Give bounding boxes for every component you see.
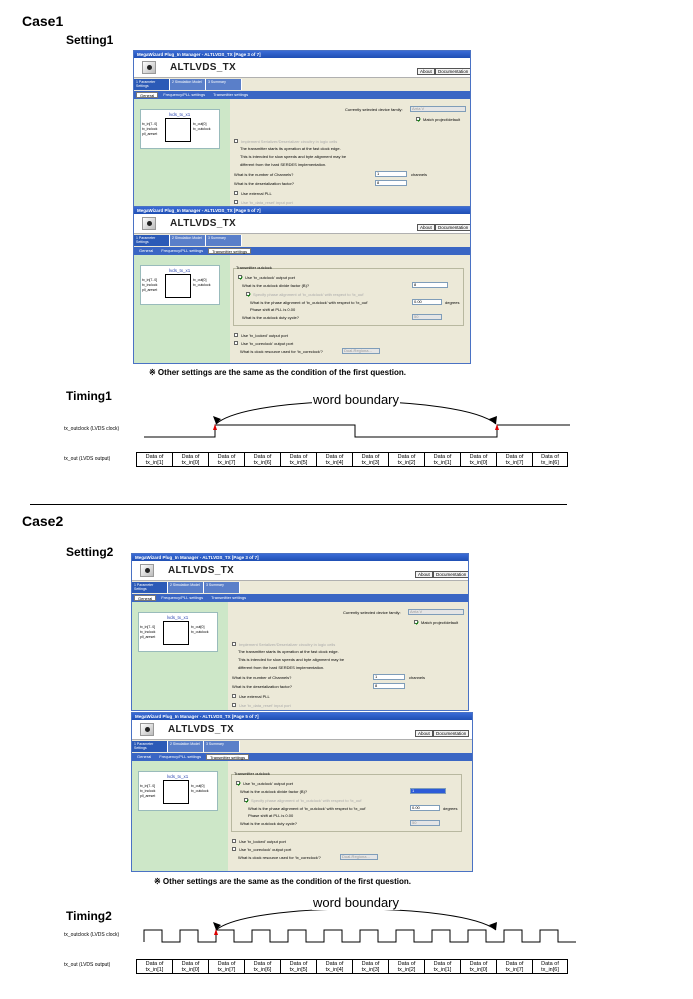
- data-cell-line1: Data of: [181, 454, 200, 460]
- data-reset-label: Use 'tx_data_reset' input port: [239, 703, 291, 708]
- data-cell-line1: Data of: [397, 454, 416, 460]
- port-left: tx_in[7..0]: [142, 278, 158, 282]
- tab-3[interactable]: Transmitter settings: [211, 595, 247, 600]
- data-cell-line1: Data of: [253, 454, 272, 460]
- phase-spec-label: Specify phase alignment of 'tx_outclock' with respect to 'tx_out': [251, 798, 363, 803]
- tab-3[interactable]: Transmitter settings: [213, 92, 249, 97]
- data-cell-line1: Data of: [505, 961, 524, 967]
- implement-checkbox[interactable]: [234, 139, 238, 143]
- case1-heading: Case1: [22, 13, 64, 29]
- match-checkbox[interactable]: [414, 620, 418, 624]
- lvds-block-symbol: [140, 109, 220, 149]
- deser-select[interactable]: 8: [373, 683, 405, 689]
- step-bar: [132, 582, 240, 594]
- block-name: lvds_tx_x1: [169, 112, 191, 117]
- word-boundary-arrow: [216, 909, 496, 930]
- port-left: tx_in[7..0]: [142, 122, 158, 126]
- settings-body: [230, 99, 470, 207]
- step-bar: [134, 235, 242, 247]
- data-cell: [424, 959, 460, 974]
- data-cell-line2: tx_in[0]: [181, 967, 200, 973]
- use-outclock-checkbox[interactable]: [236, 781, 240, 785]
- data-cell-line2: tx_in[6]: [541, 460, 559, 466]
- outclock-label-case1: tx_outclock (LVDS clock): [64, 426, 120, 432]
- tab-1[interactable]: General: [136, 92, 158, 98]
- use-outclock-label: Use 'tx_outclock' output port: [245, 275, 295, 280]
- documentation-button[interactable]: Documentation: [433, 571, 469, 578]
- implement-label: Implement Serializer/Deserializer circuitry in logic cells: [239, 642, 336, 647]
- family-label: Currently selected device family:: [345, 107, 403, 112]
- outclock-waveform-case1: [144, 425, 570, 437]
- settings-body: [228, 602, 468, 710]
- data-cell-line2: tx_in[2]: [397, 460, 416, 466]
- data-cell: [388, 959, 424, 974]
- desc3: different from the hard SERDES implementation.: [238, 665, 325, 670]
- step-3[interactable]: 3 Summary: [204, 741, 240, 752]
- data-cell-line1: Data of: [361, 961, 380, 967]
- ext-pll-checkbox[interactable]: [232, 694, 236, 698]
- family-label: Currently selected device family:: [343, 610, 401, 615]
- lvds-block-symbol: [138, 771, 218, 811]
- data-cell-line1: Data of: [217, 454, 236, 460]
- phase-select[interactable]: 0.00: [412, 299, 442, 305]
- tab-2[interactable]: Frequency/PLL settings: [161, 595, 204, 600]
- documentation-button[interactable]: Documentation: [433, 730, 469, 737]
- use-locked-label: Use 'tx_locked' output port: [239, 839, 286, 844]
- channels-unit: channels: [411, 172, 428, 177]
- desc1: The transmitter starts its operation at the fast clock edge.: [240, 146, 341, 151]
- deser-label: What is the deserialization factor?: [232, 684, 293, 689]
- clock-res-label: What is clock resource used for 'tx_coreclock'?: [238, 855, 321, 860]
- data-cell-line1: Data of: [469, 961, 488, 967]
- case2-heading: Case2: [22, 513, 64, 529]
- divide-label: What is the outclock divide factor (B)?: [242, 283, 310, 288]
- port-right: tx_outclock: [193, 283, 211, 287]
- data-cell: [280, 452, 316, 467]
- use-locked-checkbox[interactable]: [234, 333, 238, 337]
- divide-select[interactable]: 1: [410, 788, 446, 794]
- data-reset-checkbox[interactable]: [234, 200, 238, 204]
- data-cell-line1: Data of: [433, 961, 452, 967]
- step-2[interactable]: 2 Simulation Model: [168, 582, 204, 593]
- port-left: tx_inclock: [140, 789, 156, 793]
- documentation-button[interactable]: Documentation: [435, 224, 471, 231]
- step-1[interactable]: 1 Parameter Settings: [134, 79, 170, 90]
- channels-select[interactable]: 1: [373, 674, 405, 680]
- family-select[interactable]: Arria V: [410, 106, 466, 112]
- desc2: This is intended for slow speeds and byte alignment may be: [240, 154, 347, 159]
- deser-select[interactable]: 8: [375, 180, 407, 186]
- step-2[interactable]: 2 Simulation Model: [170, 235, 206, 246]
- wizard-logo-icon: [140, 723, 154, 736]
- port-left: pll_areset: [140, 635, 156, 639]
- use-locked-checkbox[interactable]: [232, 839, 236, 843]
- title-bar: MegaWizard Plug_In Manager - ALTLVDS_TX [Page 5 of 7]: [132, 713, 472, 720]
- outclock-group-label: Transmitter outclock: [234, 771, 270, 776]
- tab-1[interactable]: General: [139, 248, 154, 253]
- data-cell-line2: tx_in[5]: [289, 460, 308, 466]
- phase-label: What is the phase alignment of 'tx_outclock' with respect to 'tx_out': [248, 806, 367, 811]
- tab-bar: [134, 91, 470, 99]
- data-cell-line2: tx_in[4]: [325, 460, 344, 466]
- block-preview-panel: [132, 602, 228, 710]
- desc3: different from the hard SERDES implementation.: [240, 162, 327, 167]
- outclock-group-label: Transmitter outclock: [236, 265, 272, 270]
- about-button[interactable]: About: [415, 730, 433, 737]
- port-right: tx_outclock: [191, 789, 209, 793]
- data-cell-line1: Data of: [541, 454, 559, 460]
- data-cell-line1: Data of: [217, 961, 236, 967]
- duty-label: What is the outclock duty cycle?: [242, 315, 299, 320]
- clock-trace: [144, 930, 576, 942]
- tab-2[interactable]: Frequency/PLL settings: [161, 248, 204, 253]
- use-outclock-checkbox[interactable]: [238, 275, 242, 279]
- data-cell-line2: tx_in[1]: [145, 967, 164, 973]
- block-name: lvds_tx_x1: [167, 774, 189, 779]
- divider: [30, 504, 567, 505]
- duty-label: What is the outclock duty cycle?: [240, 821, 297, 826]
- data-cell: [352, 959, 388, 974]
- setting1-heading: Setting1: [66, 33, 114, 47]
- about-button[interactable]: About: [417, 68, 435, 75]
- arrowhead-left: [213, 922, 221, 930]
- port-left: pll_areset: [142, 132, 158, 136]
- port-right: tx_out[0]: [193, 122, 207, 126]
- data-reset-label: Use 'tx_data_reset' input port: [241, 200, 293, 205]
- desc2: This is intended for slow speeds and byte alignment may be: [238, 657, 345, 662]
- block-box: [163, 780, 189, 804]
- port-right: tx_out[0]: [193, 278, 207, 282]
- data-cell: [532, 452, 568, 467]
- data-cell: [424, 452, 460, 467]
- data-cell-line1: Data of: [469, 454, 488, 460]
- data-cell-line1: Data of: [361, 454, 380, 460]
- wizard-general-case1: [133, 50, 471, 208]
- data-cell: [280, 959, 316, 974]
- data-cell-line1: Data of: [145, 454, 164, 460]
- step-3[interactable]: 3 Summary: [206, 79, 242, 90]
- lvds-block-symbol: [138, 612, 218, 652]
- phase-select[interactable]: 0.00: [410, 805, 440, 811]
- data-cell-line2: tx_in[6]: [253, 967, 272, 973]
- port-left: tx_in[7..0]: [140, 625, 156, 629]
- title-bar: MegaWizard Plug_In Manager - ALTLVDS_TX [Page 5 of 7]: [134, 207, 470, 214]
- phase-shift-label: Phase shift at PLL is 0.00: [248, 813, 294, 818]
- ext-pll-label: Use external PLL: [239, 694, 270, 699]
- data-cell: [352, 452, 388, 467]
- data-cell-line1: Data of: [325, 454, 344, 460]
- step-2[interactable]: 2 Simulation Model: [168, 741, 204, 752]
- phase-spec-checkbox[interactable]: [244, 798, 248, 802]
- channels-select[interactable]: 1: [375, 171, 407, 177]
- data-cell: [388, 452, 424, 467]
- about-button[interactable]: About: [415, 571, 433, 578]
- outclock-label-case2: tx_outclock (LVDS clock): [64, 932, 120, 938]
- port-right: tx_outclock: [191, 630, 209, 634]
- block-name: lvds_tx_x1: [169, 268, 191, 273]
- channels-unit: channels: [409, 675, 426, 680]
- timing1-heading: Timing1: [66, 389, 112, 403]
- wizard-header: [134, 58, 470, 78]
- product-title: ALTLVDS_TX: [168, 724, 234, 735]
- data-cells-case2: [136, 959, 568, 974]
- block-box: [163, 621, 189, 645]
- desc1: The transmitter starts its operation at the fast clock edge.: [238, 649, 339, 654]
- data-cell-line1: Data of: [145, 961, 164, 967]
- use-coreclock-checkbox[interactable]: [234, 341, 238, 345]
- step-bar: [134, 79, 242, 91]
- documentation-button[interactable]: Documentation: [435, 68, 471, 75]
- out-label-case2: tx_out (LVDS output): [64, 962, 111, 968]
- data-cell: [244, 959, 280, 974]
- data-reset-checkbox[interactable]: [232, 703, 236, 707]
- data-cell-line2: tx_in[6]: [253, 460, 272, 466]
- title-bar: MegaWizard Plug_In Manager - ALTLVDS_TX [Page 3 of 7]: [132, 554, 468, 561]
- use-coreclock-checkbox[interactable]: [232, 847, 236, 851]
- use-coreclock-label: Use 'tx_coreclock' output port: [239, 847, 292, 852]
- use-coreclock-label: Use 'tx_coreclock' output port: [241, 341, 294, 346]
- phase-spec-checkbox[interactable]: [246, 292, 250, 296]
- port-left: tx_inclock: [142, 127, 158, 131]
- tab-3[interactable]: Transmitter settings: [208, 248, 251, 254]
- data-cell: [460, 452, 496, 467]
- data-cell-line2: tx_in[1]: [433, 460, 452, 466]
- data-cell-line1: Data of: [397, 961, 416, 967]
- step-1[interactable]: 1 Parameter Settings: [132, 741, 168, 752]
- data-cell-line2: tx_in[3]: [361, 967, 380, 973]
- deser-label: What is the deserialization factor?: [234, 181, 295, 186]
- phase-unit: degrees: [445, 300, 460, 305]
- data-cell: [136, 452, 172, 467]
- step-bar: [132, 741, 240, 753]
- data-cell-line2: tx_in[1]: [145, 460, 164, 466]
- data-cells-case1: [136, 452, 568, 467]
- data-cell-line2: tx_in[7]: [505, 460, 524, 466]
- product-title: ALTLVDS_TX: [170, 218, 236, 229]
- tab-2[interactable]: Frequency/PLL settings: [159, 754, 202, 759]
- title-bar: MegaWizard Plug_In Manager - ALTLVDS_TX [Page 3 of 7]: [134, 51, 470, 58]
- duty-select[interactable]: 50: [410, 820, 440, 826]
- block-preview-panel: [132, 761, 228, 871]
- data-cell-line2: tx_in[7]: [217, 967, 236, 973]
- data-cell-line1: Data of: [289, 454, 308, 460]
- settings-body: [228, 761, 472, 871]
- data-cell: [136, 959, 172, 974]
- data-cell-line2: tx_in[0]: [181, 460, 200, 466]
- tab-1[interactable]: General: [134, 595, 156, 601]
- data-cell-line2: tx_in[6]: [541, 967, 559, 973]
- wizard-logo-icon: [140, 564, 154, 577]
- step-3[interactable]: 3 Summary: [204, 582, 240, 593]
- implement-checkbox[interactable]: [232, 642, 236, 646]
- duty-select[interactable]: 50: [412, 314, 442, 320]
- wizard-header: [134, 214, 470, 234]
- lvds-block-symbol: [140, 265, 220, 305]
- clock-res-select[interactable]: Dual-Regiona...: [342, 348, 380, 354]
- data-cell-line1: Data of: [325, 961, 344, 967]
- block-box: [165, 118, 191, 142]
- phase-shift-label: Phase shift at PLL is 0.00: [250, 307, 296, 312]
- data-cell: [208, 452, 244, 467]
- data-cell: [532, 959, 568, 974]
- wizard-transmitter-case1: [133, 206, 471, 364]
- outclock-waveform-case2: [144, 930, 576, 942]
- note-case1: ※ Other settings are the same as the condition of the first question.: [149, 368, 406, 377]
- product-title: ALTLVDS_TX: [170, 62, 236, 73]
- setting2-heading: Setting2: [66, 545, 114, 559]
- step-1[interactable]: 1 Parameter Settings: [132, 582, 168, 593]
- arrowhead-left: [213, 416, 221, 424]
- wizard-transmitter-case2: [131, 712, 473, 872]
- block-name: lvds_tx_x1: [167, 615, 189, 620]
- phase-unit: degrees: [443, 806, 458, 811]
- data-cell-line2: tx_in[2]: [397, 967, 416, 973]
- data-cell: [316, 452, 352, 467]
- channels-label: What is the number of Channels?: [234, 172, 294, 177]
- match-checkbox[interactable]: [416, 117, 420, 121]
- channels-label: What is the number of Channels?: [232, 675, 292, 680]
- note-case2: ※ Other settings are the same as the condition of the first question.: [154, 877, 411, 886]
- divide-label: What is the outclock divide factor (B)?: [240, 789, 308, 794]
- port-left: pll_areset: [140, 794, 156, 798]
- data-cell-line1: Data of: [541, 961, 559, 967]
- data-cell-line1: Data of: [433, 454, 452, 460]
- use-outclock-label: Use 'tx_outclock' output port: [243, 781, 293, 786]
- tab-1[interactable]: General: [137, 754, 152, 759]
- data-cell-line2: tx_in[7]: [217, 460, 236, 466]
- match-label: Match project/default: [423, 117, 461, 122]
- use-locked-label: Use 'tx_locked' output port: [241, 333, 288, 338]
- port-left: tx_in[7..0]: [140, 784, 156, 788]
- data-cell-line1: Data of: [505, 454, 524, 460]
- ext-pll-label: Use external PLL: [241, 191, 272, 196]
- data-cell-line2: tx_in[0]: [469, 967, 488, 973]
- phase-spec-label: Specify phase alignment of 'tx_outclock' with respect to 'tx_out': [253, 292, 365, 297]
- step-1[interactable]: 1 Parameter Settings: [134, 235, 170, 246]
- clock-res-select[interactable]: Dual-Regiona...: [340, 854, 378, 860]
- port-right: tx_out[0]: [191, 784, 205, 788]
- family-select[interactable]: Arria V: [408, 609, 464, 615]
- data-cell-line1: Data of: [289, 961, 308, 967]
- data-cell: [496, 452, 532, 467]
- data-cell: [208, 959, 244, 974]
- ext-pll-checkbox[interactable]: [234, 191, 238, 195]
- port-right: tx_outclock: [193, 127, 211, 131]
- block-box: [165, 274, 191, 298]
- wizard-header: [132, 561, 468, 581]
- data-cell-line2: tx_in[7]: [505, 967, 524, 973]
- tab-3[interactable]: Transmitter settings: [206, 754, 249, 760]
- timing2-heading: Timing2: [66, 909, 112, 923]
- wizard-logo-icon: [142, 61, 156, 74]
- data-cell: [172, 452, 208, 467]
- block-preview-panel: [134, 255, 230, 363]
- data-cell-line2: tx_in[3]: [361, 460, 380, 466]
- settings-body: [230, 255, 470, 363]
- product-title: ALTLVDS_TX: [168, 565, 234, 576]
- data-cell-line2: tx_in[5]: [289, 967, 308, 973]
- tab-bar: [132, 753, 472, 761]
- data-cell: [172, 959, 208, 974]
- port-left: tx_inclock: [140, 630, 156, 634]
- wizard-header: [132, 720, 472, 740]
- phase-label: What is the phase alignment of 'tx_outclock' with respect to 'tx_out': [250, 300, 369, 305]
- data-cell: [244, 452, 280, 467]
- port-right: tx_out[0]: [191, 625, 205, 629]
- clock-res-label: What is clock resource used for 'tx_coreclock'?: [240, 349, 323, 354]
- word-boundary-label-case1: word boundary: [313, 392, 399, 407]
- data-cell-line2: tx_in[1]: [433, 967, 452, 973]
- data-cell: [496, 959, 532, 974]
- step-2[interactable]: 2 Simulation Model: [170, 79, 206, 90]
- wizard-general-case2: [131, 553, 469, 711]
- data-cell-line2: tx_in[0]: [469, 460, 488, 466]
- word-boundary-label-case2: word boundary: [313, 895, 399, 910]
- data-cell-line2: tx_in[4]: [325, 967, 344, 973]
- wizard-logo-icon: [142, 217, 156, 230]
- implement-label: Implement Serializer/Deserializer circuitry in logic cells: [241, 139, 338, 144]
- tab-bar: [132, 594, 468, 602]
- data-cell-line1: Data of: [181, 961, 200, 967]
- block-preview-panel: [134, 99, 230, 207]
- data-cell-line1: Data of: [253, 961, 272, 967]
- port-left: tx_inclock: [142, 283, 158, 287]
- port-left: pll_areset: [142, 288, 158, 292]
- data-cell: [316, 959, 352, 974]
- data-cell: [460, 959, 496, 974]
- tab-2[interactable]: Frequency/PLL settings: [163, 92, 206, 97]
- divide-select[interactable]: 8: [412, 282, 448, 288]
- match-label: Match project/default: [421, 620, 459, 625]
- tab-bar: [134, 247, 470, 255]
- step-3[interactable]: 3 Summary: [206, 235, 242, 246]
- out-label-case1: tx_out (LVDS output): [64, 456, 111, 462]
- about-button[interactable]: About: [417, 224, 435, 231]
